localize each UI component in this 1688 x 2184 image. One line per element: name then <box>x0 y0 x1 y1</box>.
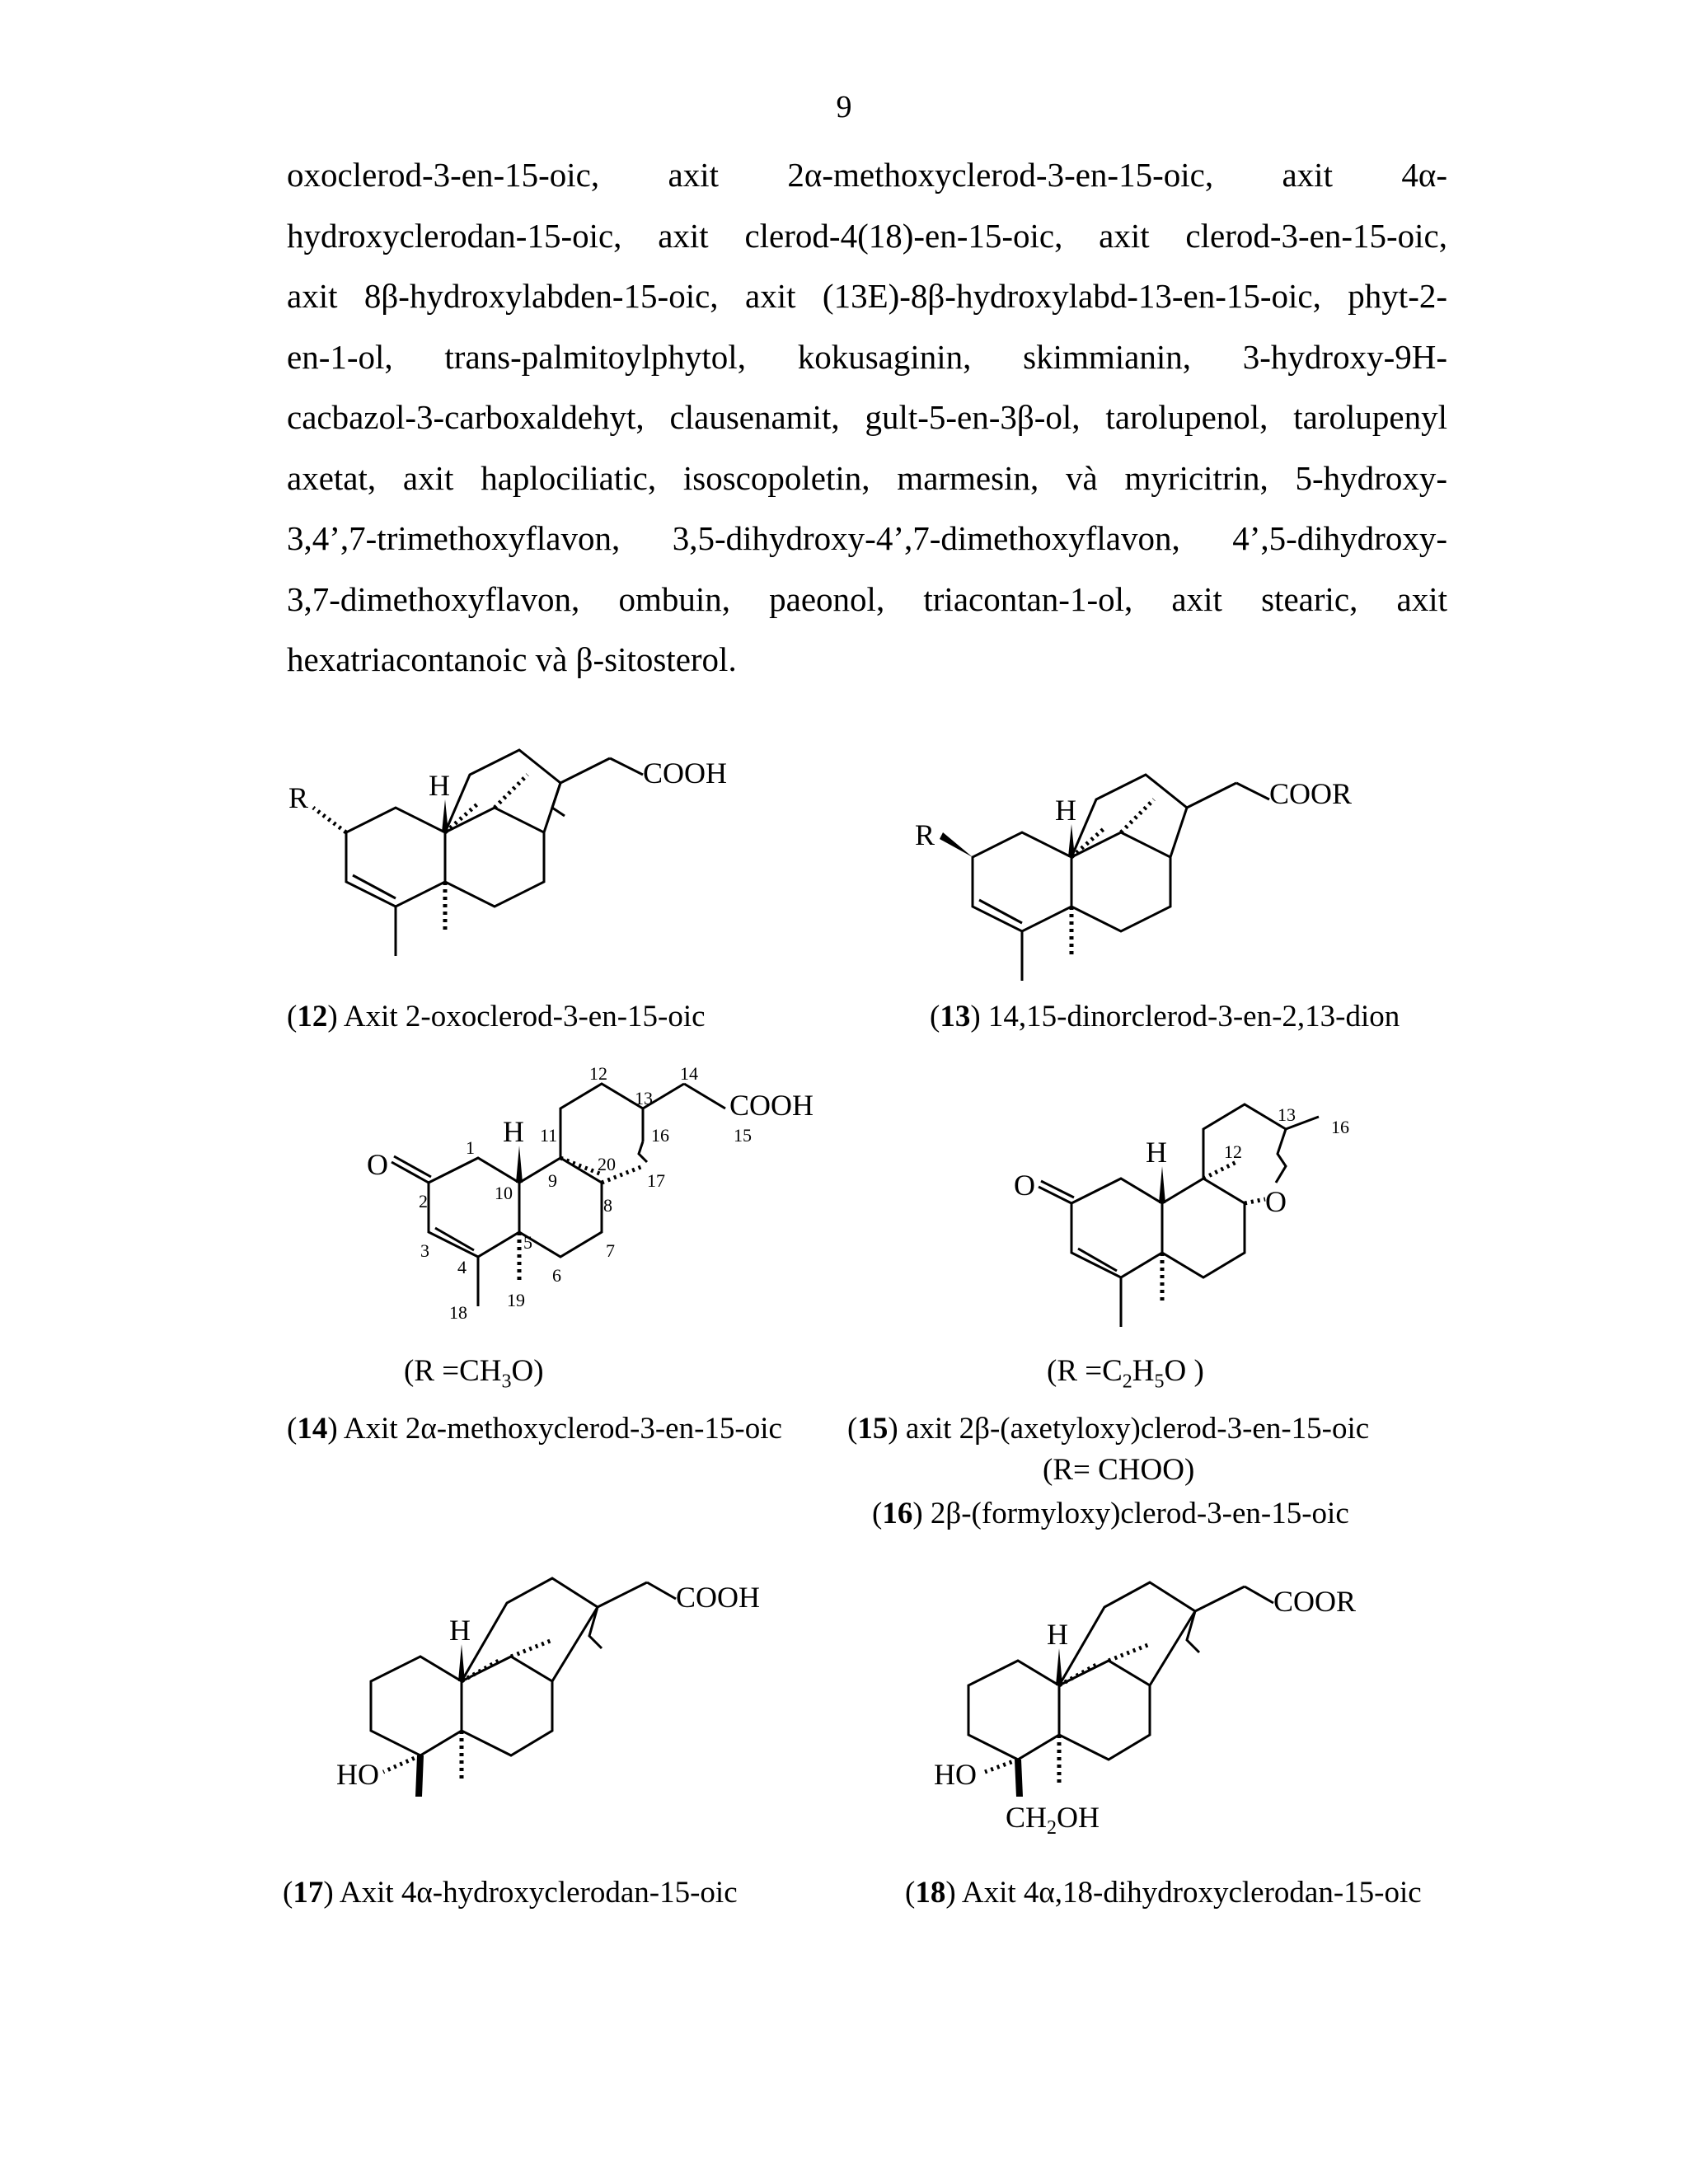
paragraph-line: 3,4’,7-trimethoxyflavon, 3,5-dihydroxy-4’,7-dimethoxyflavon, 4’,5-dihydroxy- <box>287 519 1447 557</box>
structure-18 <box>927 1562 1422 1842</box>
cooh-label: COOH <box>643 757 728 790</box>
caption-17: (17) Axit 4α-hydroxyclerodan-15-oic <box>283 1876 738 1910</box>
compound-number: 13 <box>940 1000 971 1033</box>
atom-number: 7 <box>606 1240 615 1261</box>
ketone-o-label: O <box>1014 1169 1035 1202</box>
paragraph-line: cacbazol-3-carboxaldehyt, clausenamit, gult-5-en-3β-ol, tarolupenol, tarolupenyl <box>287 398 1447 436</box>
coor-label: COOR <box>1269 777 1353 810</box>
ho-label: HO <box>934 1758 977 1791</box>
body-paragraph <box>287 145 1447 691</box>
paragraph-line: en-1-ol, trans-palmitoylphytol, kokusaginin, skimmianin, 3-hydroxy-9H- <box>287 337 1447 376</box>
atom-number: 13 <box>1278 1104 1296 1125</box>
compound-number: 15 <box>857 1412 889 1446</box>
caption-15: (15) axit 2β-(axetyloxy)clerod-3-en-15-oic <box>847 1412 1370 1446</box>
caption-13: (13) 14,15-dinorclerod-3-en-2,13-dion <box>930 1000 1400 1033</box>
atom-number: 6 <box>552 1265 561 1286</box>
cooh-label: COOH <box>729 1089 814 1122</box>
atom-number: 16 <box>651 1125 669 1146</box>
caption-18: (18) Axit 4α,18-dihydroxyclerodan-15-oic <box>905 1876 1422 1910</box>
atom-number: 10 <box>495 1183 513 1203</box>
atom-number: 8 <box>603 1195 612 1216</box>
structure-14 <box>354 1059 849 1339</box>
paragraph-line: axetat, axit haplociliatic, isoscopoletin, marmesin, và myricitrin, 5-hydroxy- <box>287 458 1447 497</box>
compound-number: 18 <box>915 1876 946 1910</box>
atom-number: 15 <box>734 1125 752 1146</box>
r-label: R <box>915 818 935 851</box>
cooh-label: COOH <box>676 1581 761 1614</box>
atom-number: 14 <box>680 1063 698 1084</box>
atom-number: 17 <box>647 1170 665 1191</box>
atom-number: 4 <box>457 1257 467 1277</box>
h-label: H <box>1146 1136 1167 1169</box>
atom-number: 19 <box>507 1290 525 1310</box>
compound-number: 14 <box>297 1412 328 1446</box>
o-label: O <box>367 1148 388 1181</box>
atom-number: 2 <box>419 1191 428 1212</box>
structure-12 <box>280 725 775 989</box>
atom-number: 13 <box>635 1088 653 1108</box>
compound-number: 16 <box>882 1497 913 1530</box>
paragraph-line: oxoclerod-3-en-15-oic, axit 2α-methoxyclerod-3-en-15-oic, axit 4α- <box>287 156 1447 194</box>
ring-o-label: O <box>1265 1185 1287 1218</box>
atom-number: 11 <box>540 1125 558 1146</box>
compound-number: 17 <box>293 1876 324 1910</box>
coor-label: COOR <box>1273 1585 1357 1618</box>
atom-number: 20 <box>598 1154 616 1174</box>
caption-12: (12) Axit 2-oxoclerod-3-en-15-oic <box>287 1000 706 1033</box>
paragraph-line: hydroxyclerodan-15-oic, axit clerod-4(18)-en-15-oic, axit clerod-3-en-15-oic, <box>287 216 1447 255</box>
r-note-16: (R= CHOO) <box>1043 1453 1195 1487</box>
h-label: H <box>449 1614 471 1647</box>
paragraph-line: 3,7-dimethoxyflavon, ombuin, paeonol, triacontan-1-ol, axit stearic, axit <box>287 579 1447 618</box>
page-number: 9 <box>836 90 852 124</box>
structure-17 <box>330 1558 824 1821</box>
structure-13 <box>907 742 1401 1005</box>
caption-16: (16) 2β-(formyloxy)clerod-3-en-15-oic <box>872 1497 1349 1530</box>
atom-number: 3 <box>420 1240 429 1261</box>
atom-number: 18 <box>449 1302 467 1323</box>
paragraph-line: axit 8β-hydroxylabden-15-oic, axit (13E)-8β-hydroxylabd-13-en-15-oic, phyt-2- <box>287 277 1447 315</box>
h-label: H <box>1055 794 1076 827</box>
ho-label: HO <box>336 1758 379 1791</box>
atom-number: 9 <box>548 1170 557 1191</box>
atom-number: 16 <box>1331 1117 1349 1137</box>
atom-number: 1 <box>466 1137 475 1158</box>
r-note-14: $(R =CH_3O)$ <box>404 1354 544 1393</box>
r-label: R <box>288 781 309 814</box>
paragraph-line: hexatriacontanoic và β-sitosterol. <box>287 640 737 678</box>
compound-number: 12 <box>297 1000 328 1033</box>
caption-14: (14) Axit 2α-methoxyclerod-3-en-15-oic <box>287 1412 782 1446</box>
atom-number: 5 <box>523 1232 532 1253</box>
atom-number: 12 <box>589 1063 607 1084</box>
ch2oh-label: $CH_2OH$ <box>1006 1801 1100 1839</box>
r-note-15: ($R =C_2H_5O$ ) <box>1047 1354 1204 1393</box>
h-label: H <box>1047 1618 1068 1651</box>
h-label: H <box>429 769 450 802</box>
structure-15 <box>1014 1096 1426 1360</box>
h-label: H <box>503 1115 524 1148</box>
atom-number: 12 <box>1224 1141 1242 1162</box>
